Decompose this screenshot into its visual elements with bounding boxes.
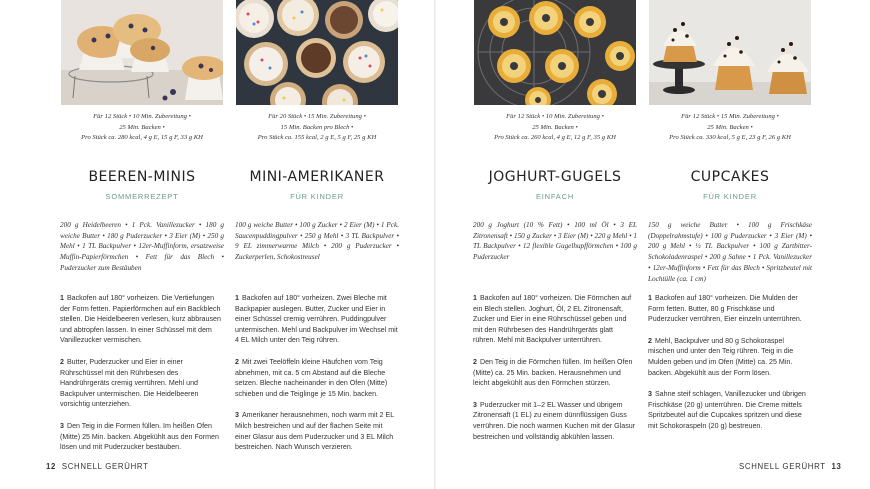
step-text: Sahne steif schlagen, Vanillezucker und übrigen Frischkäse (20 g) unterrühren. Die Creme mittels Spritzbeutel auf die Cupcakes spritzen und diese mit Schokoraspeln (20 g) bestreuen.	[648, 390, 806, 430]
recipe-step	[473, 293, 637, 346]
step-number: 3	[648, 390, 652, 399]
footer-right	[739, 462, 842, 471]
meta-line: Pro Stück ca. 280 kcal, 4 g E, 15 g F, 33 g KH	[81, 134, 203, 142]
ingredients-list: 200 g Joghurt (10 % Fett) • 100 ml Öl • 3 EL Zitronensaft • 150 g Zucker • 3 Eier (M) • 220 g Mehl • 1 TL Backpulver • 12 flexible Gugelhupfförmchen • 100 g Puderzucker	[473, 221, 637, 262]
step-text: Backofen auf 180° vorheizen. Die Förmchen auf ein Blech stellen. Joghurt, Öl, 2 EL Zitronensaft, Zucker und Eier in eine Rührschüssel geben und mit den Rührbesen des Handrührgeräts glatt rühren. Mehl mit Backpulver unterrühren.	[473, 294, 632, 345]
photo-joghurt-gugels	[474, 0, 636, 105]
ingredients-list: 100 g weiche Butter • 100 g Zucker • 2 Eier (M) • 1 Pck. Saucenpuddingpulver • 250 g Mehl • 3 TL Backpulver • 9 EL zimmerwarme Milch • 200 g Puderzucker • Zuckerperlen, Schokostreusel	[235, 221, 399, 262]
step-number: 1	[648, 294, 652, 302]
meta-line: 25 Min. Backen •	[532, 123, 578, 131]
step-text: Mit zwei Teelöffeln kleine Häufchen vom Teig abnehmen, mit ca. 5 cm Abstand auf die Bleche setzen. Bleche nacheinander in den Ofen (Mitte) schieben und die Teiglinge je 15 Min. backen.	[235, 357, 388, 398]
meta-line: Für 12 Stück • 10 Min. Zubereitung •	[93, 113, 191, 120]
step-number: 2	[235, 357, 239, 366]
page-number: 12	[46, 462, 57, 471]
step-text: Puderzucker mit 1–2 EL Wasser und übrigem Zitronensaft (1 EL) zu einem dünnflüssigen Guss verrühren. Die noch warmen Kuchen mit der Glasur bestreichen und vollständig abkühlen lassen.	[473, 400, 636, 441]
recipe-meta	[468, 112, 642, 144]
meta-line: Pro Stück ca. 260 kcal, 4 g E, 12 g F, 35 g KH	[494, 134, 616, 142]
ingredients-list: 200 g Heidelbeeren • 1 Pck. Vanillezucker • 180 g weiche Butter • 180 g Puderzucker • 3 Eier (M) • 250 g Mehl • 1 TL Backpulver • 12er-Muffinform, ersatzweise Muffin-Papierförmchen • Fett für das Blech • Puderzucker zum Bestäuben	[60, 221, 224, 272]
step-text: Mehl, Backpulver und 80 g Schokoraspel mischen und unter den Teig rühren. Teig in die Mulden geben und im Ofen (Mitte) ca. 25 Min. backen. Abgekühlt aus der Form lösen.	[648, 336, 794, 377]
recipe-subtitle: FÜR KINDER	[290, 192, 344, 201]
footer-left	[46, 462, 149, 471]
recipe-step	[60, 421, 224, 453]
step-text: Backofen auf 180° vorheizen. Die Mulden der Form fetten. Butter, 80 g Frischkäse und Puderzucker verrühren, Eier einzeln unterrühren.	[648, 294, 802, 324]
recipe-title: BEEREN-MINIS	[88, 169, 196, 185]
page-number: 13	[831, 462, 842, 471]
recipe-step	[235, 410, 399, 452]
meta-line: Für 12 Stück • 10 Min. Zubereitung •	[506, 113, 604, 120]
recipe-title: CUPCAKES	[690, 169, 770, 185]
recipe-step	[473, 357, 637, 389]
recipe-step	[235, 357, 399, 399]
recipe-steps	[235, 293, 399, 464]
step-number: 2	[648, 336, 652, 345]
recipe-steps	[648, 293, 812, 443]
meta-line: Für 20 Stück • 15 Min. Zubereitung •	[268, 113, 366, 120]
step-text: Den Teig in die Förmchen füllen. Im heißen Ofen (Mitte) ca. 25 Min. backen. Herausnehmen und leicht abgekühlt aus den Förmchen stürzen.	[473, 357, 633, 388]
recipe-meta	[643, 112, 817, 144]
meta-line: 15 Min. Backen pro Blech •	[280, 123, 354, 131]
step-text: Backofen auf 180° vorheizen. Zwei Bleche mit Backpapier auslegen. Butter, Zucker und Eier in einer Schüssel cremig verrühren. Puddingpulver untermischen. Mehl und Backpulver im Wechsel mit 4 EL Milch unter den Teig rühren.	[235, 294, 398, 345]
step-text: Den Teig in die Formen füllen. Im heißen Ofen (Mitte) 25 Min. backen. Abgekühlt aus den Formen lösen und mit Puderzucker bestäuben.	[60, 421, 219, 452]
recipe-title: MINI-AMERIKANER	[249, 169, 385, 185]
recipe-step	[648, 389, 812, 431]
recipe-step	[60, 293, 224, 346]
recipe-subtitle: EINFACH	[535, 192, 575, 201]
step-number: 3	[60, 421, 64, 430]
recipe-step	[648, 293, 812, 325]
recipe-steps	[473, 293, 637, 453]
recipe-step	[60, 357, 224, 410]
recipe-step	[648, 336, 812, 378]
photo-beeren-minis	[61, 0, 223, 105]
step-text: Amerikaner herausnehmen, noch warm mit 2 EL Milch bestreichen und auf der flachen Seite mit einer Glasur aus dem Puderzucker und 3 EL Milch bestreichen. Nach Wunsch verzieren.	[235, 411, 394, 452]
recipe-meta	[55, 112, 229, 144]
step-text: Butter, Puderzucker und Eier in einer Rührschüssel mit den Rührbesen des Handrührgeräts cremig verrühren. Mehl und Backpulver untermischen. Die Heidelbeeren vorsichtig unterziehen.	[60, 357, 199, 409]
recipe-title: JOGHURT-GUGELS	[488, 169, 622, 185]
photo-mini-amerikaner	[236, 0, 398, 105]
step-number: 3	[473, 400, 477, 409]
meta-line: Pro Stück ca. 330 kcal, 5 g E, 23 g F, 26 g KH	[669, 134, 791, 142]
meta-line: Für 12 Stück • 15 Min. Zubereitung •	[681, 113, 779, 120]
step-number: 2	[473, 357, 477, 366]
chapter-label: SCHNELL GERÜHRT	[739, 462, 826, 471]
chapter-label: SCHNELL GERÜHRT	[61, 462, 149, 471]
recipe-subtitle: FÜR KINDER	[703, 192, 757, 201]
recipe-step	[473, 400, 637, 442]
meta-line: Pro Stück ca. 155 kcal, 2 g E, 5 g F, 25 g KH	[257, 134, 377, 142]
step-number: 1	[235, 294, 239, 302]
step-number: 3	[235, 411, 239, 420]
step-number: 2	[60, 357, 64, 366]
meta-line: 25 Min. Backen •	[119, 123, 165, 131]
step-text: Backofen auf 180° vorheizen. Die Vertiefungen der Form fetten. Papierförmchen auf ein Backblech stellen. Die Heidelbeeren verlesen, kurz abbrausen und abtropfen lassen. In einer Schüssel mit dem Vanillezucker vermischen.	[60, 294, 221, 345]
step-number: 1	[473, 294, 477, 302]
book-gutter	[434, 0, 436, 489]
step-number: 1	[60, 294, 64, 302]
ingredients-list: 150 g weiche Butter • 100 g Frischkäse (Doppelrahmstufe) • 100 g Puderzucker • 3 Eier (M) • 200 g Mehl • ½ TL Backpulver • 100 g Zartbitter-Schokoladenraspel • 200 g Sahne • 1 Pck. Vanillezucker • 12er-Muffinform • Fett für das Blech • Spritzbeutel mit Lochtülle (ca. 1 cm)	[648, 221, 812, 283]
recipe-step	[235, 293, 399, 346]
meta-line: 25 Min. Backen •	[707, 123, 753, 131]
recipe-meta	[230, 112, 404, 144]
photo-cupcakes	[649, 0, 811, 105]
recipe-steps	[60, 293, 224, 464]
recipe-subtitle: SOMMERREZEPT	[105, 192, 179, 201]
